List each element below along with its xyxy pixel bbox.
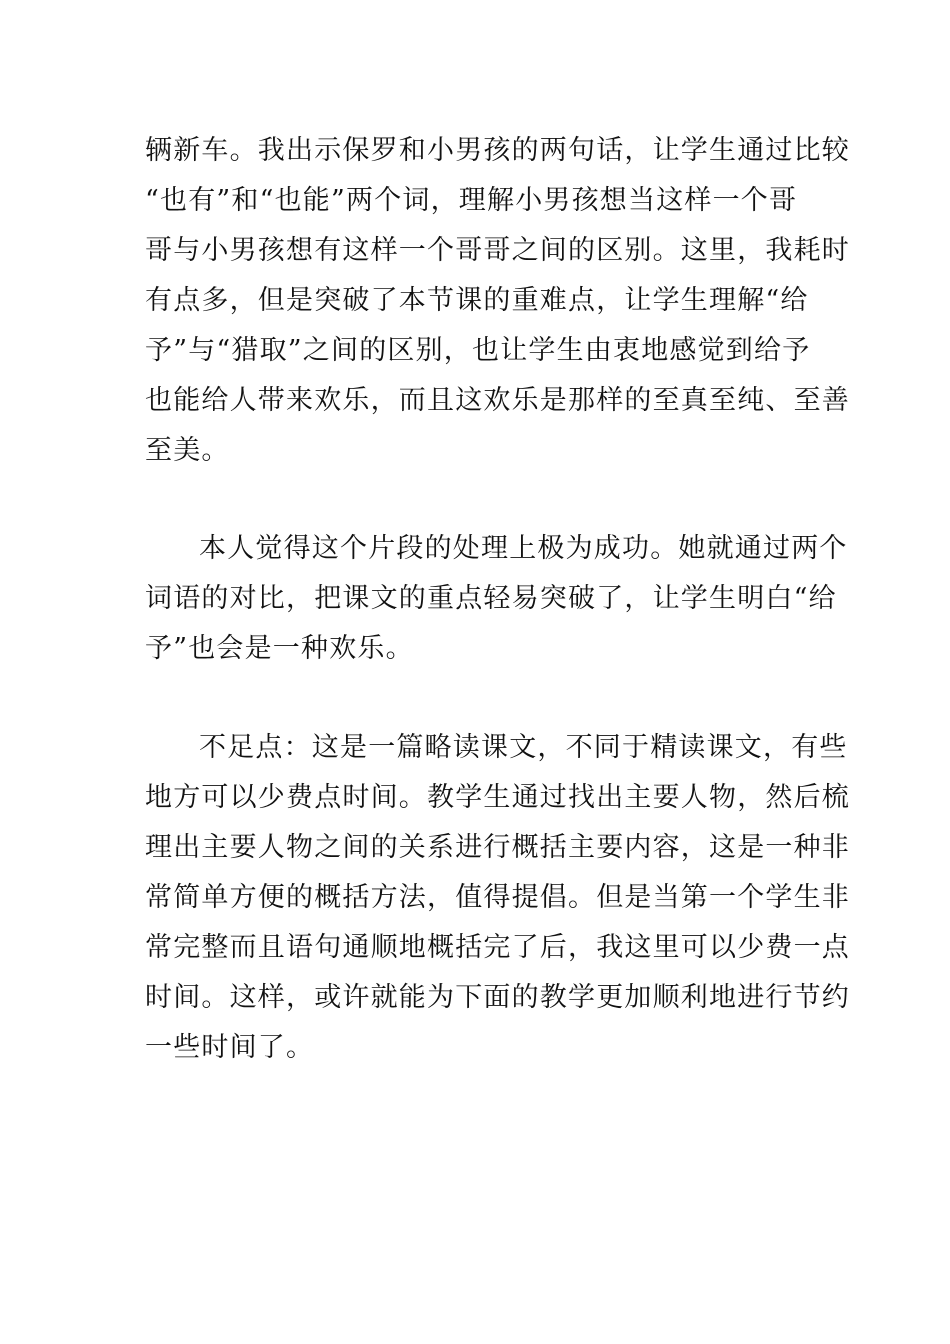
- paragraph-2-line-2: 词语的对比，把课文的重点轻易突破了，让学生明白“给: [145, 583, 837, 614]
- paragraph-3-line-4: 常简单方便的概括方法，值得提倡。但是当第一个学生非: [145, 882, 850, 913]
- paragraph-3-line-6: 时间。这样，或许就能为下面的教学更加顺利地进行节约: [145, 982, 850, 1013]
- paragraph-1-line-3: 哥与小男孩想有这样一个哥哥之间的区别。这里，我耗时: [145, 235, 850, 266]
- paragraph-3-line-7: 一些时间了。: [145, 1032, 315, 1063]
- paragraph-2-line-1: 本人觉得这个片段的处理上极为成功。她就通过两个: [199, 533, 848, 564]
- paragraph-3-line-2: 地方可以少费点时间。教学生通过找出主要人物，然后梳: [145, 782, 850, 813]
- paragraph-1-line-2: “也有”和“也能”两个词，理解小男孩想当这样一个哥: [145, 185, 798, 216]
- paragraph-1-line-1: 辆新车。我出示保罗和小男孩的两句话，让学生通过比较: [145, 135, 850, 166]
- paragraph-1-line-4: 有点多，但是突破了本节课的重难点，让学生理解“给: [145, 285, 809, 316]
- paragraph-3-line-3: 理出主要人物之间的关系进行概括主要内容，这是一种非: [145, 832, 850, 863]
- paragraph-3-line-1: 不足点：这是一篇略读课文，不同于精读课文，有些: [199, 732, 848, 763]
- paragraph-1-line-7: 至美。: [145, 435, 230, 466]
- paragraph-1-line-6: 也能给人带来欢乐，而且这欢乐是那样的至真至纯、至善: [145, 385, 850, 416]
- paragraph-2-line-3: 予”也会是一种欢乐。: [145, 633, 414, 664]
- paragraph-1-line-5: 予”与“猎取”之间的区别，也让学生由衷地感觉到给予: [145, 335, 811, 366]
- paragraph-3-line-5: 常完整而且语句通顺地概括完了后，我这里可以少费一点: [145, 932, 850, 963]
